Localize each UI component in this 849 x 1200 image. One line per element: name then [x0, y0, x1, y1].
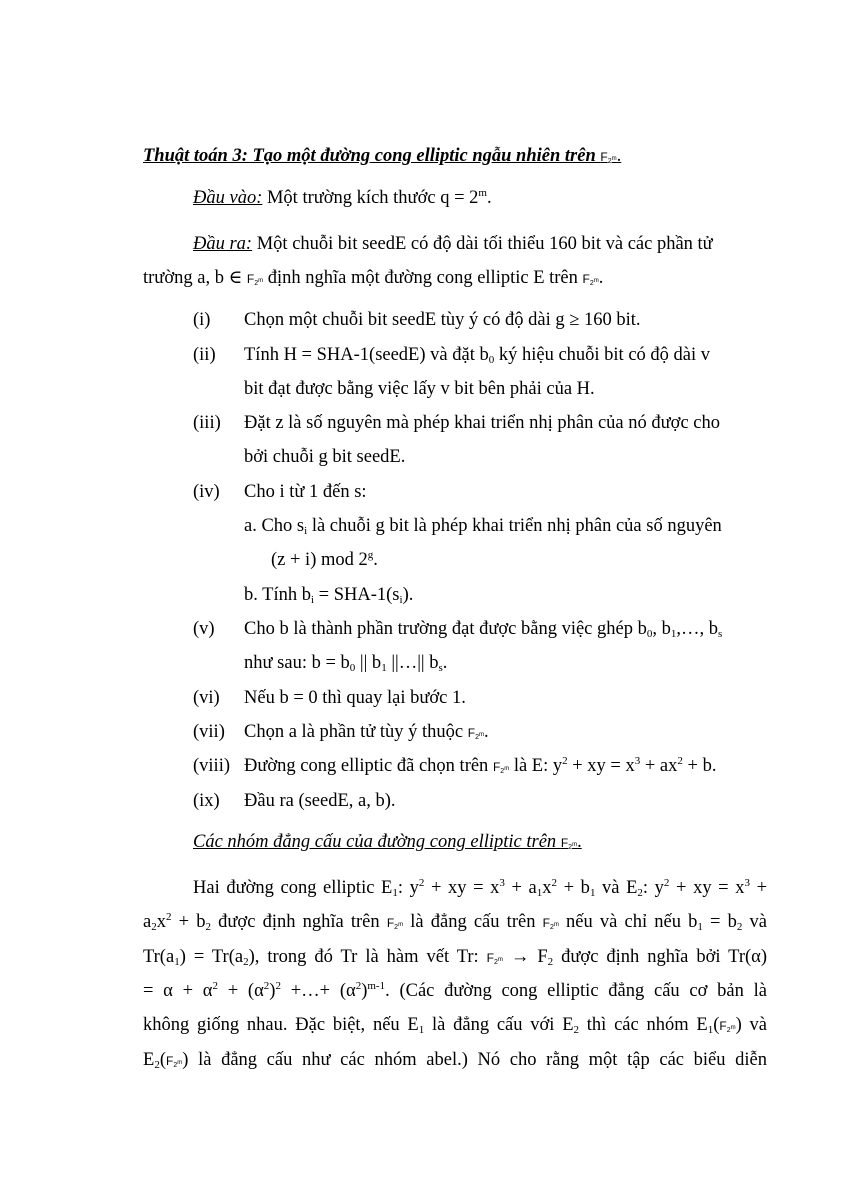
step-number-ix: (ix): [193, 791, 220, 811]
step-number-vii: (vii): [193, 722, 225, 742]
step-number-ii: (ii): [193, 345, 216, 365]
step-vi: Nếu b = 0 thì quay lại bước 1.: [244, 688, 466, 708]
section-title: Các nhóm đẳng cấu của đường cong elliptic trên $F_{2^m}$.: [193, 832, 582, 852]
output-label: Đầu ra:: [193, 234, 253, 254]
step-number-vi: (vi): [193, 688, 220, 708]
field-symbol: $F_{2^m}$: [600, 150, 617, 165]
step-number-iii: (iii): [193, 413, 221, 433]
input-label: Đầu vào:: [193, 188, 263, 208]
step-ii: Tính H = SHA-1(seedE) và đặt $b_0$ ký hiệu chuỗi bit có độ dài v: [244, 345, 711, 366]
substep-b: b. Tính $b_i = SHA-1(s_i)$.: [244, 585, 414, 606]
step-number-iv: (iv): [193, 482, 220, 502]
input-line: Đầu vào: Một trường kích thước $q = 2^m$.: [193, 187, 492, 208]
paragraph-line-6: $E_2(F_{2^m})$ là đẳng cấu như các nhóm abel.) Nó cho rằng một tập các biểu diễn: [143, 1050, 767, 1071]
output-line-2: trường a, b ∈ $F_{2^m}$ định nghĩa một đường cong elliptic E trên $F_{2^m}$.: [143, 268, 604, 288]
paragraph-line-2: $a_2x^2 + b_2$ được định nghĩa trên $F_{2^m}$ là đẳng cấu trên $F_{2^m}$ nếu và chỉ nếu $b_1 = b_2$ và: [143, 911, 768, 933]
step-number-v: (v): [193, 619, 215, 639]
algorithm-heading: Thuật toán 3: Tạo một đường cong elliptic ngẫu nhiên trên $F_{2^m}$.: [143, 144, 621, 169]
step-v: Cho b là thành phần trường đạt được bằng việc ghép $b_0$, $b_1,\dots$, $b_s$: [244, 619, 723, 640]
step-number-i: (i): [193, 310, 211, 330]
paragraph-line-5: không giống nhau. Đặc biệt, nếu $E_1$ là đẳng cấu với $E_2$ thì các nhóm $E_1(F_{2^m})$ và: [143, 1015, 767, 1036]
step-viii: Đường cong elliptic đã chọn trên $F_{2^m}$ là E: $y^2$ + xy = $x^3 + ax^2 + b$.: [244, 755, 717, 776]
step-vii: Chọn a là phần tử tùy ý thuộc $F_{2^m}$.: [244, 722, 489, 742]
step-iv: Cho i từ 1 đến s:: [244, 482, 367, 502]
paragraph-line-1: Hai đường cong elliptic $E_1$: $y^2$ + xy = $x^3 + a_1x^2 + b_1$ và $E_2$: $y^2$ + xy = $x^3$ +: [193, 877, 768, 899]
paragraph-line-3: $Tr(a_1) = Tr(a_2)$, trong đó Tr là hàm vết Tr: $F_{2^m} \to F_2$ được định nghĩa bởi Tr(α): [143, 947, 767, 968]
paragraph-line-4: = $\alpha + \alpha^2 + (\alpha^2)^2$ +…+ $(\alpha^2)^{m-1}$. (Các đường cong elliptic đẳng cấu cơ bản là: [143, 980, 767, 1001]
step-ix: Đầu ra (seedE, a, b).: [244, 791, 396, 811]
step-i: Chọn một chuỗi bit seedE tùy ý có độ dài g ≥ 160 bit.: [244, 310, 641, 330]
step-iii: Đặt z là số nguyên mà phép khai triển nhị phân của nó được cho: [244, 413, 721, 433]
output-line-1: Đầu ra: Một chuỗi bit seedE có độ dài tối thiểu 160 bit và các phần tử: [193, 234, 713, 254]
substep-a: a. Cho $s_i$ là chuỗi g bit là phép khai triển nhị phân của số nguyên: [244, 516, 722, 537]
substep-a-cont: (z + i) mod 2$^g$.: [271, 549, 378, 570]
step-ii-cont: bit đạt được bằng việc lấy v bit bên phải của H.: [244, 379, 595, 399]
step-v-cont: như sau: $b = b_0$ || $b_1$ ||…|| $b_s$.: [244, 653, 448, 674]
step-iii-cont: bởi chuỗi g bit seedE.: [244, 447, 406, 467]
step-number-viii: (viii): [193, 756, 230, 776]
